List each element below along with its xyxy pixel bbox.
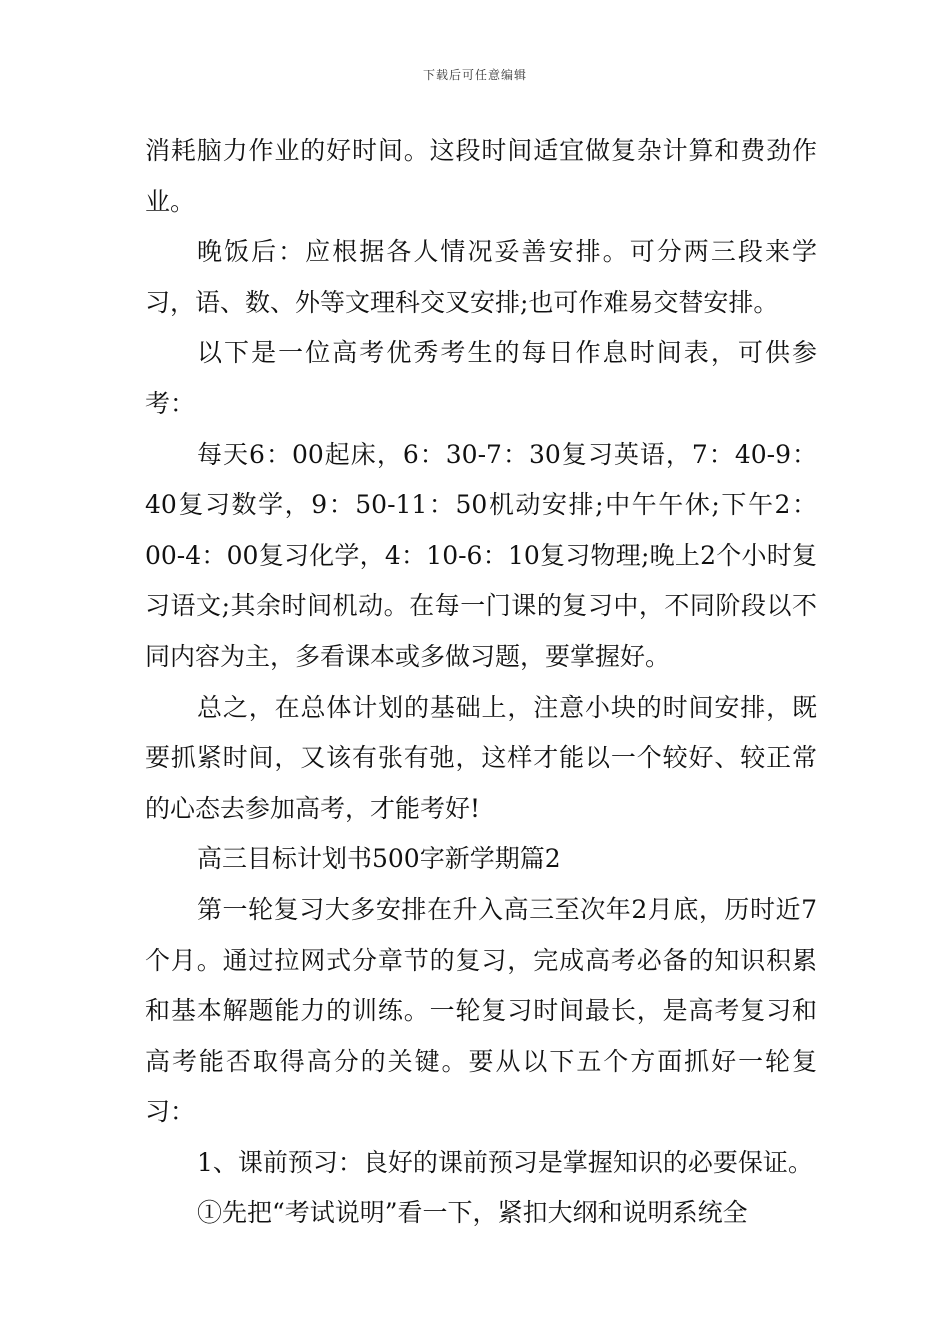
- paragraph: 每天6：00起床，6：30-7：30复习英语，7：40-9：40复习数学，9：50-11：50机动安排;中午午休;下午2：00-4：00复习化学，4：10-6：10复习物理;晚上2个小时复习语文;其余时间机动。在每一门课的复习中，不同阶段以不同内容为主，多看课本或多做习题，要掌握好。: [145, 439, 817, 671]
- page-header-note: 下载后可任意编辑: [422, 68, 527, 82]
- paragraph: 晚饭后：应根据各人情况妥善安排。可分两三段来学习，语、数、外等文理科交叉安排;也可作难易交替安排。: [145, 237, 817, 317]
- paragraph: 消耗脑力作业的好时间。这段时间适宜做复杂计算和费劲作业。: [145, 136, 817, 216]
- section-heading: 高三目标计划书500字新学期篇2: [197, 844, 561, 874]
- paragraph: 以下是一位高考优秀考生的每日作息时间表，可供参考：: [145, 338, 817, 418]
- paragraph: 总之，在总体计划的基础上，注意小块的时间安排，既要抓紧时间，又该有张有弛，这样才能以一个较好、较正常的心态去参加高考，才能考好!: [145, 692, 817, 823]
- paragraph: 第一轮复习大多安排在升入高三至次年2月底，历时近7个月。通过拉网式分章节的复习，完成高考必备的知识积累和基本解题能力的训练。一轮复习时间最长，是高考复习和高考能否取得高分的关键。要从以下五个方面抓好一轮复习：: [145, 894, 817, 1127]
- document-body: [145, 126, 817, 1239]
- paragraph: 1、课前预习：良好的课前预习是掌握知识的必要保证。: [197, 1147, 813, 1177]
- paragraph: ①先把“考试说明”看一下，紧扣大纲和说明系统全: [197, 1198, 748, 1228]
